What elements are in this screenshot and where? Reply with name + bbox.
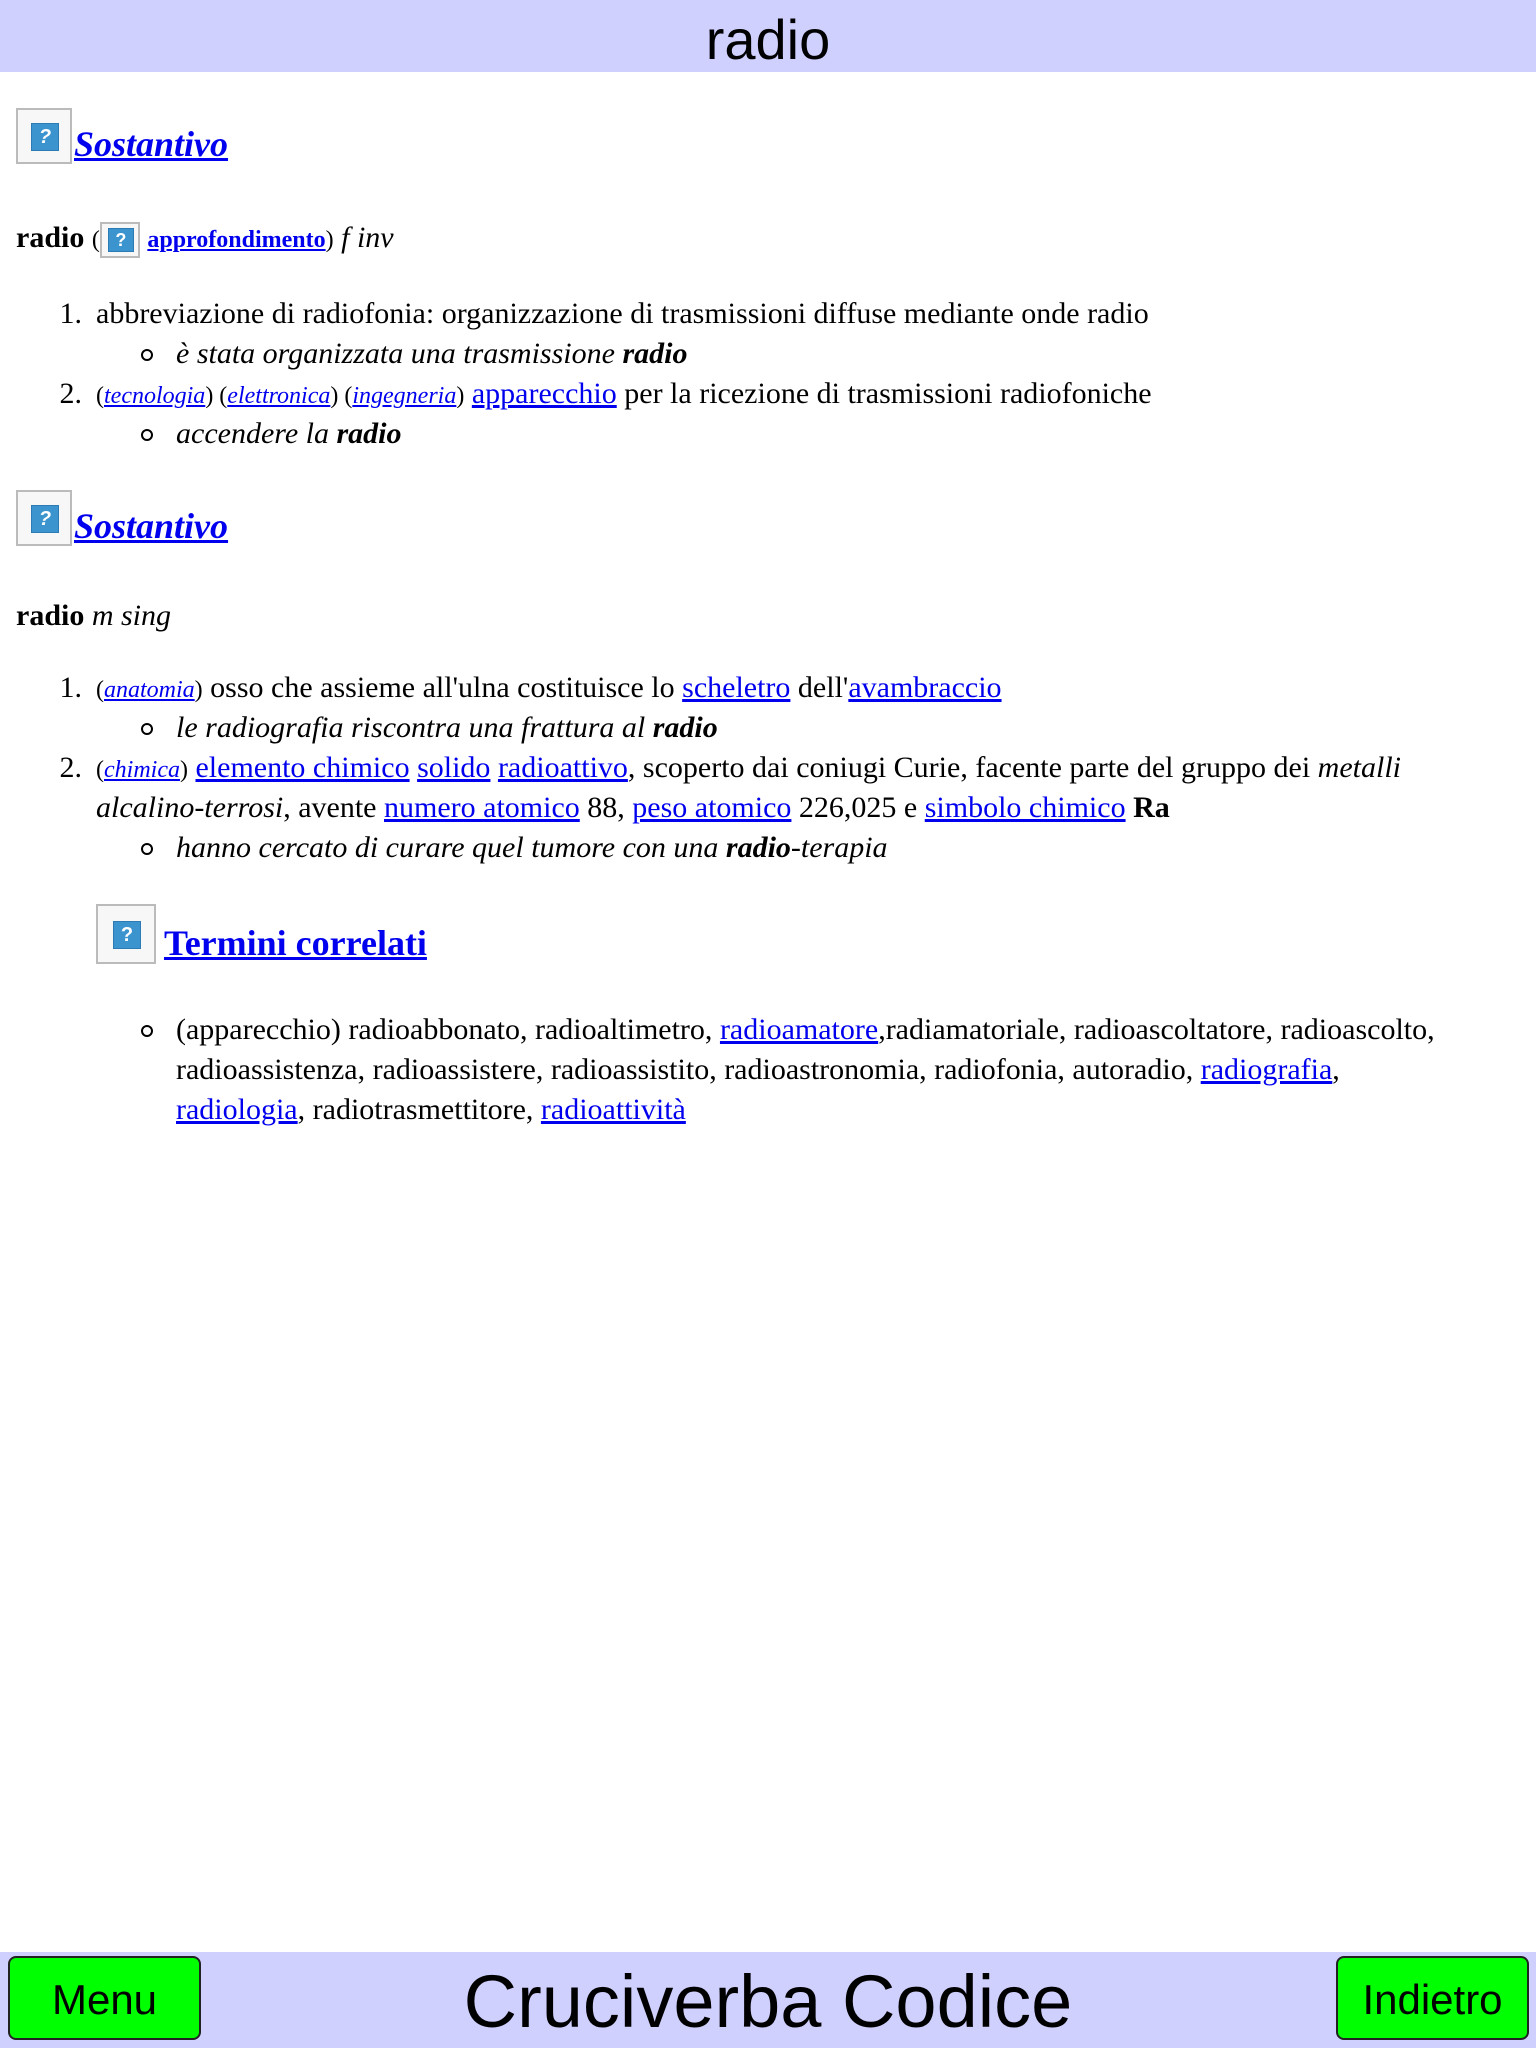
example-text: le radiografia riscontra una frattura al radio xyxy=(176,711,718,744)
related-terms-item xyxy=(0,1010,1536,1050)
bottom-bar xyxy=(0,1952,1536,2048)
related-terms-item-continued xyxy=(0,1050,1536,1090)
related-terms-heading xyxy=(96,904,427,964)
headword: radio xyxy=(16,221,85,254)
heading-link-sostantivo-1[interactable]: Sostantivo xyxy=(74,124,229,164)
bullet-icon xyxy=(141,723,153,735)
definition-text: (tecnologia) (elettronica) (ingegneria) apparecchio per la ricezione di trasmissioni radiofoniche xyxy=(96,377,1152,410)
bullet-icon xyxy=(141,843,153,855)
definition-number: 2. xyxy=(59,377,82,410)
related-terms-item-continued xyxy=(0,1090,1536,1130)
definition-number: 1. xyxy=(59,671,82,704)
word-link[interactable]: peso atomico xyxy=(632,791,792,824)
word-link[interactable]: radiografia xyxy=(1200,1053,1333,1086)
section-heading-2 xyxy=(16,490,228,546)
word-link[interactable]: solido xyxy=(417,751,491,784)
content-area[interactable] xyxy=(0,72,1536,1952)
related-terms-text: (apparecchio) radioabbonato, radioaltimetro, radioamatore,radiamatoriale, radioascoltatore, radioascolto, xyxy=(176,1013,1435,1046)
definition-number: 1. xyxy=(59,297,82,330)
related-terms-list xyxy=(0,1010,1536,1130)
missing-image-icon: ? xyxy=(96,904,156,964)
top-bar xyxy=(0,0,1536,72)
related-terms-text: radioassistenza, radioassistere, radioassistito, radioastronomia, radiofonia, autoradio, radiografia, xyxy=(176,1053,1340,1086)
word-link[interactable]: radioamatore xyxy=(719,1013,879,1046)
page-title: radio xyxy=(705,8,831,71)
bullet-icon xyxy=(141,429,153,441)
bullet-icon xyxy=(141,1025,153,1037)
example-item xyxy=(0,334,1536,374)
word-link[interactable]: elemento chimico xyxy=(195,751,410,784)
grammar-info: f inv xyxy=(341,221,394,254)
headword-line-1: radio ( ? approfondimento) f inv xyxy=(16,220,394,258)
example-text: accendere la radio xyxy=(176,417,402,450)
menu-button[interactable]: Menu xyxy=(8,1956,201,2040)
missing-image-icon: ? xyxy=(100,222,140,258)
tag-link[interactable]: anatomia xyxy=(104,677,195,703)
word-link[interactable]: avambraccio xyxy=(848,671,1002,704)
tag-link[interactable]: tecnologia xyxy=(104,383,206,409)
example-item xyxy=(0,828,1536,868)
definition-number: 2. xyxy=(59,751,82,784)
headword-line-2 xyxy=(16,598,171,634)
definitions-list-1 xyxy=(0,294,1536,454)
approfondimento-link[interactable]: approfondimento xyxy=(147,227,326,253)
definition-item xyxy=(0,668,1536,708)
tag-link[interactable]: chimica xyxy=(104,757,180,783)
word-link[interactable]: radiologia xyxy=(176,1093,298,1126)
word-link[interactable]: apparecchio xyxy=(471,377,617,410)
definition-text: (chimica) elemento chimico solido radioattivo, scoperto dai coniugi Curie, facente parte del gruppo dei metalli xyxy=(96,751,1401,784)
related-terms-link[interactable]: Termini correlati xyxy=(164,923,427,963)
section-heading-1 xyxy=(16,108,228,164)
example-text: hanno cercato di curare quel tumore con una radio-terapia xyxy=(176,831,888,864)
missing-image-icon: ? xyxy=(16,490,72,546)
tag-link[interactable]: elettronica xyxy=(227,383,331,409)
example-item xyxy=(0,708,1536,748)
definition-item xyxy=(0,748,1536,788)
example-text: è stata organizzata una trasmissione radio xyxy=(176,337,688,370)
missing-image-icon: ? xyxy=(16,108,72,164)
word-link[interactable]: radioattività xyxy=(540,1093,686,1126)
app-title: Cruciverba Codice xyxy=(463,1960,1073,2043)
headword: radio xyxy=(16,599,85,632)
definition-item xyxy=(0,294,1536,334)
definition-text: alcalino-terrosi, avente numero atomico 88, peso atomico 226,025 e simbolo chimico Ra xyxy=(96,791,1170,824)
word-link[interactable]: scheletro xyxy=(682,671,791,704)
related-terms-text: radiologia, radiotrasmettitore, radioattività xyxy=(176,1093,686,1126)
definition-item-continued xyxy=(0,788,1536,828)
definition-item xyxy=(0,374,1536,414)
example-item xyxy=(0,414,1536,454)
definition-text: abbreviazione di radiofonia: organizzazione di trasmissioni diffuse mediante onde radio xyxy=(96,297,1149,330)
definition-text: (anatomia) osso che assieme all'ulna costituisce lo scheletro dell'avambraccio xyxy=(96,671,1002,704)
word-link[interactable]: radioattivo xyxy=(497,751,628,784)
word-link[interactable]: simbolo chimico xyxy=(924,791,1126,824)
tag-link[interactable]: ingegneria xyxy=(352,383,457,409)
back-button[interactable]: Indietro xyxy=(1336,1956,1529,2040)
definitions-list-2 xyxy=(0,668,1536,868)
heading-link-sostantivo-2[interactable]: Sostantivo xyxy=(74,506,229,546)
bullet-icon xyxy=(141,349,153,361)
word-link[interactable]: numero atomico xyxy=(384,791,580,824)
grammar-info: m sing xyxy=(91,599,172,632)
